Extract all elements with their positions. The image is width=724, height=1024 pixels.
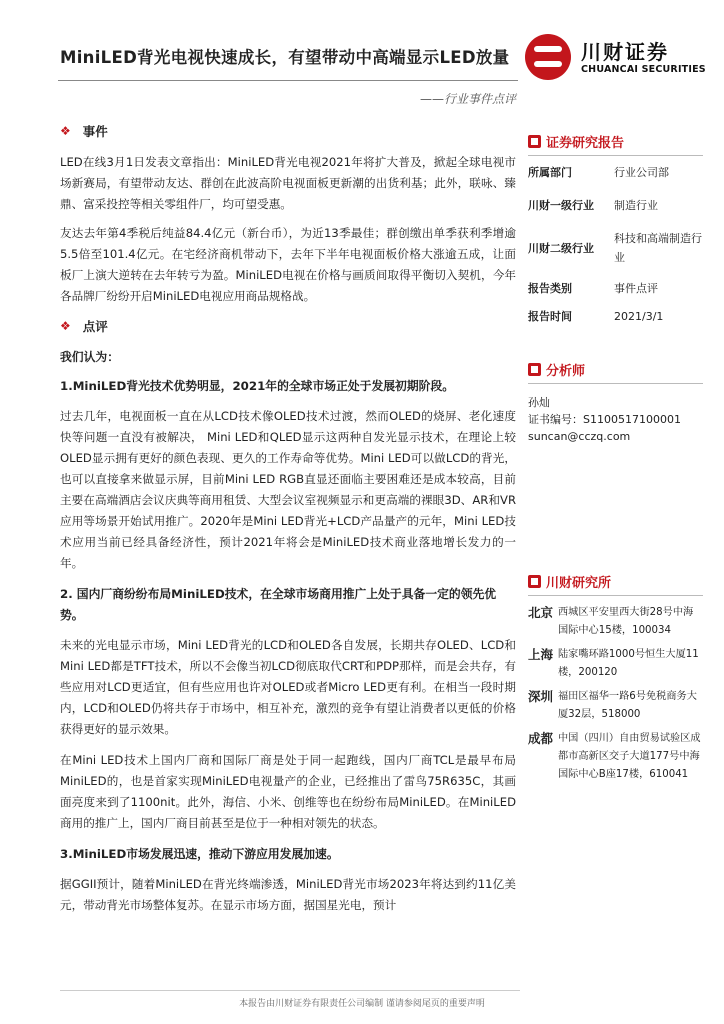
office-address: 中国（四川）自由贸易试验区成都市高新区交子大道177号中海国际中心B座17楼，610041 (558, 733, 701, 780)
logo-name-cn: 川财证券 (581, 40, 669, 64)
header-divider (58, 80, 518, 81)
institute-heading (528, 572, 703, 591)
point-heading: 1.MiniLED背光技术优势明显，2021年的全球市场正处于发展初期阶段。 (60, 379, 455, 393)
institute-icon (528, 575, 541, 588)
office-entry (528, 730, 703, 784)
report-icon (528, 135, 541, 148)
office-address: 西城区平安里西大街28号中海国际中心15楼，100034 (558, 607, 694, 636)
office-city: 上海 (528, 647, 554, 662)
info-value: 制造行业 (614, 199, 658, 212)
info-key: 川财一级行业 (528, 199, 594, 212)
info-row (528, 196, 703, 215)
point-heading: 3.MiniLED市场发展迅速，推动下游应用发展加速。 (60, 847, 339, 861)
report-info-heading (528, 132, 703, 151)
info-key: 川财二级行业 (528, 241, 594, 255)
report-info-heading-text: 证券研究报告 (546, 136, 625, 151)
info-value: 行业公司部 (614, 166, 669, 179)
office-city: 成都 (528, 731, 554, 746)
info-row (528, 163, 703, 182)
diamond-bullet-icon: ❖ (60, 319, 71, 333)
info-value: 事件点评 (614, 282, 658, 295)
side-divider (528, 595, 703, 596)
analyst-panel (528, 360, 703, 445)
main-content (60, 122, 516, 926)
report-title: MiniLED背光电视快速成长，有望带动中高端显示LED放量 (60, 48, 510, 67)
office-entry (528, 604, 703, 640)
analyst-cert: 证书编号：S1100517100001 (528, 413, 681, 426)
event-paragraph: LED在线3月1日发表文章指出：MiniLED背光电视2021年将扩大普及，掀起全球电视市场新赛局，有望带动友达、群创在此波高阶电视面板更新潮的出货利基；此外，联咏、臻鼎、富采投控等相关零组件厂，均可望受惠。 (60, 155, 516, 211)
event-heading-text: 事件 (82, 124, 108, 139)
office-entry (528, 688, 703, 724)
diamond-bullet-icon: ❖ (60, 124, 71, 138)
we-think-label: 我们认为： (60, 350, 119, 364)
info-key: 报告时间 (528, 310, 572, 323)
info-value: 科技和高端制造行业 (614, 232, 702, 264)
info-row (528, 307, 703, 326)
institute-panel (528, 572, 703, 784)
office-address: 福田区福华一路6号免税商务大厦32层，518000 (558, 691, 697, 720)
footer-divider (60, 990, 520, 991)
office-entry (528, 646, 703, 682)
point-paragraph: 据GGII预计，随着MiniLED在背光终端渗透，MiniLED背光市场2023年将达到约11亿美元，带动背光市场整体复苏。在显示市场方面，据国星光电，预计 (60, 877, 516, 912)
office-address: 陆家嘴环路1000号恒生大厦11楼，200120 (558, 649, 699, 678)
analyst-icon (528, 363, 541, 376)
point-paragraph: 在Mini LED技术上国内厂商和国际厂商是处于同一起跑线，国内厂商TCL是最早布局MiniLED的，也是首家实现MiniLED电视量产的企业，已经推出了雷鸟75R635C，其画面亮度来到了1100nit。此外，海信、小米、创维等也在纷纷布局MiniLED。在MiniLED商用的推广上，国内厂商目前甚至是位于一种相对领先的状态。 (60, 753, 516, 830)
analyst-name: 孙灿 (528, 396, 550, 409)
comment-heading-text: 点评 (82, 319, 108, 334)
company-logo (525, 34, 706, 80)
info-key: 所属部门 (528, 166, 572, 179)
footer-disclaimer: 本报告由川财证券有限责任公司编制 谨请参阅尾页的重要声明 (239, 999, 485, 1009)
logo-mark-icon (525, 34, 571, 80)
analyst-heading (528, 360, 703, 379)
office-city: 北京 (528, 605, 554, 620)
event-paragraph: 友达去年第4季税后纯益84.4亿元（新台币），为近13季最佳；群创缴出单季获利季增逾5.5倍至101.4亿元。在宅经济商机带动下，去年下半年电视面板价格大涨逾五成，让面板厂上演大逆转在去年转亏为盈。MiniLED电视在价格与画质间取得平衡切入契机，今年各品牌厂纷纷开启MiniLED电视应用商品规格战。 (60, 226, 516, 303)
info-row (528, 279, 703, 298)
point-paragraph: 未来的光电显示市场，Mini LED背光的LCD和OLED各自发展，长期共存OLED、LCD和Mini LED都是TFT技术，所以不会像当初LCD彻底取代CRT和PDP那样，而是会共存，有些应用对LCD更适宜，但有些应用也许对OLED或者Micro LED更有利。在相当一段时期内，LCD和OLED仍将共存于市场中，相互补充，激烈的竞争有望让消费者以更低的价格获得更好的显示效果。 (60, 638, 516, 736)
info-row (528, 229, 703, 267)
analyst-info (528, 394, 703, 445)
institute-heading-text: 川财研究所 (546, 576, 612, 591)
info-value: 2021/3/1 (614, 310, 664, 323)
point-heading: 2. 国内厂商纷纷布局MiniLED技术，在全球市场商用推广上处于具备一定的领先优势。 (60, 587, 497, 622)
info-key: 报告类别 (528, 282, 572, 295)
point-paragraph: 过去几年，电视面板一直在从LCD技术像OLED技术过渡，然而OLED的烧屏、老化速度快等问题一直没有被解决， Mini LED和QLED显示这两种自发光显示技术，在理论上较OLED显示拥有更好的颜色表现、更久的工作寿命等优势。Mini LED可以做LCD的背光，也可以直接拿来做显示屏，目前Mini LED RGB直显还面临主要困难还是成本较高，目前主要在高端酒店会议庆典等商用租赁、大型会议室视频显示和更高端的裸眼3D、AR和VR应用等场景开始试用推广。2020年是Mini LED背光+LCD产品量产的元年，Mini LED技术应用当前已经具备经济性，预计2021年将会是MiniLED技术商业落地增长发力的一年。 (60, 409, 516, 570)
office-city: 深圳 (528, 689, 554, 704)
event-section-heading (60, 122, 516, 140)
logo-name-en: CHUANCAI SECURITIES (581, 64, 706, 75)
report-subtitle: ——行业事件点评 (419, 92, 516, 106)
analyst-email[interactable]: suncan@cczq.com (528, 430, 631, 443)
side-divider (528, 155, 703, 156)
report-info-panel (528, 132, 703, 326)
analyst-heading-text: 分析师 (546, 364, 586, 379)
side-divider (528, 383, 703, 384)
comment-section-heading (60, 317, 516, 335)
